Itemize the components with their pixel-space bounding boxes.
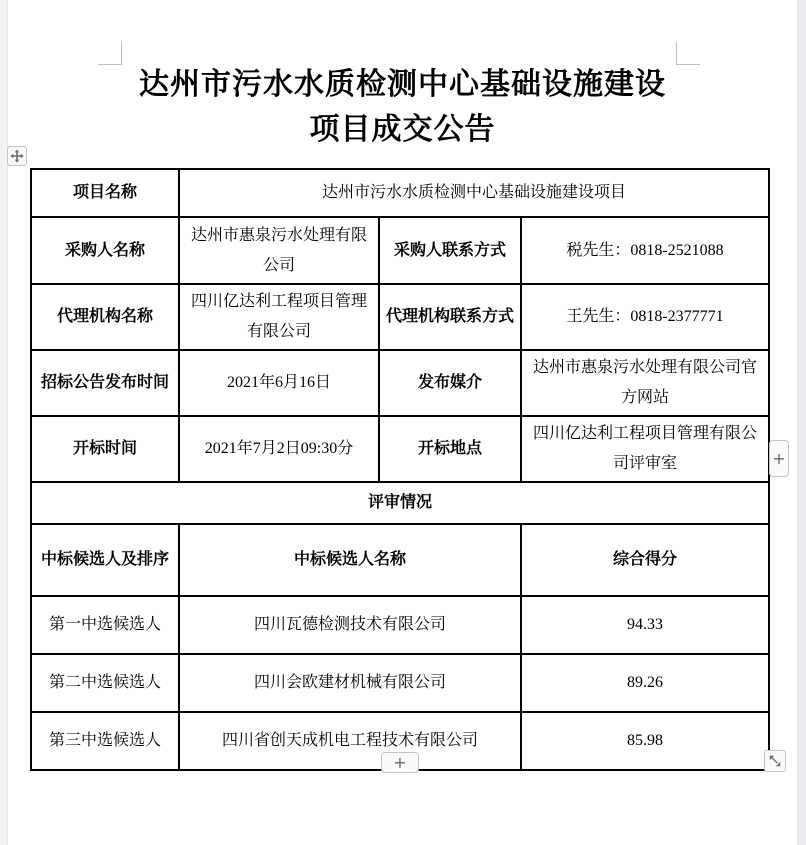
plus-icon: + bbox=[393, 752, 407, 772]
table-resize-handle[interactable] bbox=[764, 750, 786, 772]
candidate-rank-header[interactable]: 中标候选人及排序 bbox=[31, 524, 179, 596]
table-move-handle[interactable] bbox=[7, 146, 27, 166]
candidate-1-rank[interactable]: 第一中选候选人 bbox=[31, 596, 179, 654]
candidate-1-name[interactable]: 四川瓦德检测技术有限公司 bbox=[179, 596, 521, 654]
insert-row-button[interactable] bbox=[381, 752, 419, 773]
table-row bbox=[31, 596, 769, 654]
candidate-3-rank[interactable]: 第三中选候选人 bbox=[31, 712, 179, 770]
candidate-2-rank[interactable]: 第二中选候选人 bbox=[31, 654, 179, 712]
table-row bbox=[31, 482, 769, 524]
document-title-line1[interactable]: 达州市污水水质检测中心基础设施建设 bbox=[139, 68, 666, 101]
announce-time-value[interactable]: 2021年6月16日 bbox=[179, 350, 379, 416]
project-name-value[interactable]: 达州市污水水质检测中心基础设施建设项目 bbox=[179, 169, 769, 217]
purchaser-contact-label[interactable]: 采购人联系方式 bbox=[379, 217, 521, 284]
bid-open-time-value[interactable]: 2021年7月2日09:30分 bbox=[179, 416, 379, 482]
insert-column-button[interactable] bbox=[769, 440, 789, 477]
candidate-1-score[interactable]: 94.33 bbox=[521, 596, 769, 654]
purchaser-label[interactable]: 采购人名称 bbox=[31, 217, 179, 284]
table-row bbox=[31, 654, 769, 712]
candidate-3-name[interactable]: 四川省创天成机电工程技术有限公司 bbox=[179, 712, 521, 770]
bid-open-place-label[interactable]: 开标地点 bbox=[379, 416, 521, 482]
publish-media-value[interactable]: 达州市惠泉污水处理有限公司官方网站 bbox=[521, 350, 769, 416]
candidate-score-header[interactable]: 综合得分 bbox=[521, 524, 769, 596]
agency-contact-value[interactable]: 王先生：0818-2377771 bbox=[521, 284, 769, 350]
resize-diagonal-icon bbox=[768, 754, 782, 768]
agency-value[interactable]: 四川亿达利工程项目管理有限公司 bbox=[179, 284, 379, 350]
table-row bbox=[31, 284, 769, 350]
bid-open-time-label[interactable]: 开标时间 bbox=[31, 416, 179, 482]
agency-contact-label[interactable]: 代理机构联系方式 bbox=[379, 284, 521, 350]
agency-label[interactable]: 代理机构名称 bbox=[31, 284, 179, 350]
bid-open-place-value[interactable]: 四川亿达利工程项目管理有限公司评审室 bbox=[521, 416, 769, 482]
candidate-name-header[interactable]: 中标候选人名称 bbox=[179, 524, 521, 596]
document-title[interactable] bbox=[8, 62, 797, 152]
table-row bbox=[31, 524, 769, 596]
project-name-label[interactable]: 项目名称 bbox=[31, 169, 179, 217]
table-row bbox=[31, 416, 769, 482]
candidate-2-name[interactable]: 四川会欧建材机械有限公司 bbox=[179, 654, 521, 712]
table-row bbox=[31, 217, 769, 284]
purchaser-value[interactable]: 达州市惠泉污水处理有限公司 bbox=[179, 217, 379, 284]
table-row bbox=[31, 350, 769, 416]
candidate-2-score[interactable]: 89.26 bbox=[521, 654, 769, 712]
candidate-3-score[interactable]: 85.98 bbox=[521, 712, 769, 770]
document-title-line2[interactable]: 项目成交公告 bbox=[309, 113, 496, 146]
right-scrollbar-gutter bbox=[797, 0, 806, 845]
left-gutter bbox=[0, 0, 8, 845]
announce-time-label[interactable]: 招标公告发布时间 bbox=[31, 350, 179, 416]
plus-icon: + bbox=[772, 448, 786, 468]
announcement-table bbox=[30, 168, 770, 771]
table-row bbox=[31, 169, 769, 217]
publish-media-label[interactable]: 发布媒介 bbox=[379, 350, 521, 416]
purchaser-contact-value[interactable]: 税先生：0818-2521088 bbox=[521, 217, 769, 284]
move-icon bbox=[10, 149, 24, 163]
review-section-header[interactable]: 评审情况 bbox=[31, 482, 769, 524]
